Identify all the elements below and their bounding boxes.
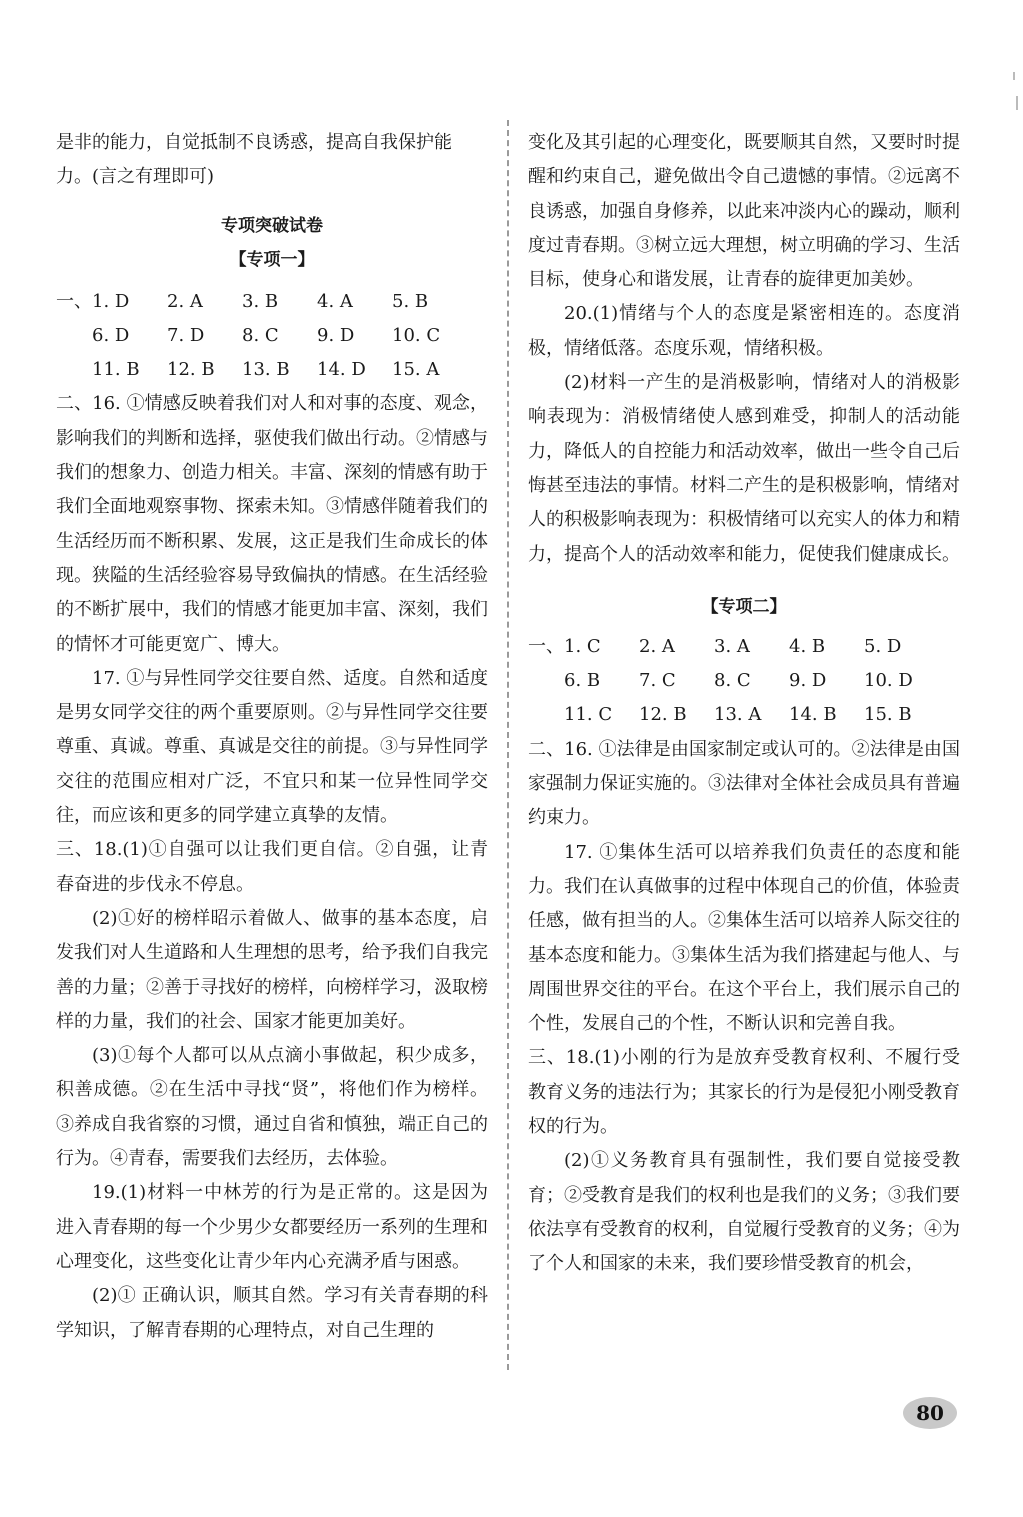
mc-answer: 1. C — [564, 635, 601, 657]
mc-answer: 6. D — [92, 324, 130, 346]
margin-mark — [1016, 96, 1018, 110]
page-number: 80 — [903, 1397, 957, 1429]
mc-row — [56, 353, 488, 387]
mc-answer: 10. D — [864, 670, 913, 692]
mc-answer: 3. A — [714, 635, 750, 657]
mc-answer: 4. B — [789, 635, 826, 657]
mc-answer: 14. D — [317, 359, 366, 381]
mc-answer: 8. C — [714, 670, 751, 692]
answer-q20-2: (2)材料一产生的是消极影响，情绪对人的消极影响表现为：消极情绪使人感到难受，抑制人的活动能力，降低人的自控能力和活动效率，做出一些令自己后悔甚至违法的事情。材料二产生的是积极影响，情绪对人的积极影响表现为：积极情绪可以充实人的体力和精力，提高个人的活动效率和能力，促使我们健康成长。 — [528, 372, 960, 565]
answer-q19-1: 19.(1)材料一中林芳的行为是正常的。这是因为进入青春期的每一个少男少女都要经历一系列的生理和心理变化，这些变化让青少年内心充满矛盾与困惑。 — [56, 1182, 488, 1272]
mc-answer: 10. C — [392, 324, 441, 346]
mc-row — [528, 698, 960, 732]
mc-answer: 9. D — [317, 324, 355, 346]
answer-q16: 二、16. ①法律是由国家制定或认可的。②法律是由国家强制力保证实施的。③法律对全体社会成员具有普遍约束力。 — [528, 738, 960, 829]
right-column — [528, 126, 960, 1282]
mc-prefix: 一、 — [56, 290, 92, 312]
answer-q17: 17. ①与异性同学交往要自然、适度。自然和适度是男女同学交往的两个重要原则。②与异性同学交往要尊重、真诚。尊重、真诚是交往的前提。③与异性同学交往的范围应相对广泛，不宜只和某一位异性同学交往，而应该和更多的同学建立真挚的友情。 — [56, 667, 488, 827]
answer-q18-1: 三、18.(1)小刚的行为是放弃受教育权利、不履行受教育义务的违法行为；其家长的行为是侵犯小刚受教育权的行为。 — [528, 1047, 960, 1138]
mc-answer: 7. D — [167, 324, 205, 346]
mc-answer: 3. B — [242, 290, 279, 312]
mc-answer: 1. D — [92, 290, 130, 312]
mc-answer: 15. A — [392, 359, 440, 381]
section-title-1: 【专项一】 — [229, 249, 315, 270]
mc-answer: 2. A — [167, 290, 203, 312]
answer-q18-1: 三、18.(1)①自强可以让我们更自信。②自强，让青春奋进的步伐永不停息。 — [56, 839, 488, 895]
mc-answer: 12. B — [167, 359, 215, 381]
mc-row — [528, 630, 960, 664]
answer-q18-2: (2)①义务教育具有强制性，我们要自觉接受教育；②受教育是我们的权利也是我们的义务；③我们要依法享有受教育的权利，自觉履行受教育的义务；④为了个人和国家的未来，我们要珍惜受教育的机会， — [528, 1150, 960, 1275]
mc-answer: 6. B — [564, 670, 601, 692]
section-title-2: 【专项二】 — [701, 596, 787, 617]
mc-answer: 2. A — [639, 635, 675, 657]
mc-row — [528, 664, 960, 698]
mc-answer: 13. B — [242, 359, 290, 381]
column-divider — [507, 120, 509, 1370]
mc-answer: 12. B — [639, 704, 687, 726]
answer-q19-continued: 变化及其引起的心理变化，既要顺其自然，又要时时提醒和约束自己，避免做出令自己遗憾的事情。②远离不良诱惑，加强自身修养，以此来冲淡内心的躁动，顺利度过青春期。③树立远大理想，树立明确的学习、生活目标，使身心和谐发展，让青春的旋律更加美妙。 — [528, 132, 960, 291]
left-column — [56, 126, 488, 1348]
mc-answers-1 — [56, 285, 488, 388]
answer-q20-1: 20.(1)情绪与个人的态度是紧密相连的。态度消极，情绪低落。态度乐观，情绪积极。 — [528, 303, 960, 359]
intro-line-2: 力。(言之有理即可) — [56, 166, 215, 188]
mc-answer: 13. A — [714, 704, 762, 726]
mc-answer: 11. B — [92, 359, 140, 381]
margin-mark — [1013, 72, 1015, 80]
mc-answer: 11. C — [564, 704, 613, 726]
mc-prefix: 一、 — [528, 635, 564, 657]
intro-line-1: 是非的能力，自觉抵制不良诱惑，提高自我保护能 — [56, 132, 452, 153]
answer-q18-2: (2)①好的榜样昭示着做人、做事的基本态度，启发我们对人生道路和人生理想的思考，给予我们自我完善的力量；②善于寻找好的榜样，向榜样学习，汲取榜样的力量，我们的社会、国家才能更加美好。 — [56, 907, 488, 1032]
answer-q19-2: (2)① 正确认识，顺其自然。学习有关青春期的科学知识，了解青春期的心理特点，对自己生理的 — [56, 1285, 488, 1341]
answer-q17: 17. ①集体生活可以培养我们负责任的态度和能力。我们在认真做事的过程中体现自己的价值，体验责任感，做有担当的人。②集体生活可以培养人际交往的基本态度和能力。③集体生活为我们搭建起与他人、与周围世界交往的平台。在这个平台上，我们展示自己的个性，发展自己的个性，不断认识和完善自我。 — [528, 841, 960, 1035]
mc-answer: 15. B — [864, 704, 912, 726]
mc-answer: 5. B — [392, 290, 429, 312]
paper-title: 专项突破试卷 — [221, 215, 323, 236]
mc-answer: 8. C — [242, 324, 279, 346]
mc-answer: 7. C — [639, 670, 676, 692]
answer-q18-3: (3)①每个人都可以从点滴小事做起，积少成多，积善成德。②在生活中寻找“贤”，将他们作为榜样。③养成自我省察的习惯，通过自省和慎独，端正自己的行为。④青春，需要我们去经历，去体验。 — [56, 1045, 488, 1170]
mc-answer: 4. A — [317, 290, 353, 312]
mc-row — [56, 285, 488, 319]
mc-answer: 14. B — [789, 704, 837, 726]
mc-answer: 5. D — [864, 635, 902, 657]
answer-q16: 二、16. ①情感反映着我们对人和对事的态度、观念，影响我们的判断和选择，驱使我们做出行动。②情感与我们的想象力、创造力相关。丰富、深刻的情感有助于我们全面地观察事物、探索未知。③情感伴随着我们的生活经历而不断积累、发展，这正是我们生命成长的体现。狭隘的生活经验容易导致偏执的情感。在生活经验的不断扩展中，我们的情感才能更加丰富、深刻，我们的情怀才可能更宽广、博大。 — [56, 393, 488, 655]
mc-answers-2 — [528, 630, 960, 733]
mc-answer: 9. D — [789, 670, 827, 692]
mc-row — [56, 319, 488, 353]
